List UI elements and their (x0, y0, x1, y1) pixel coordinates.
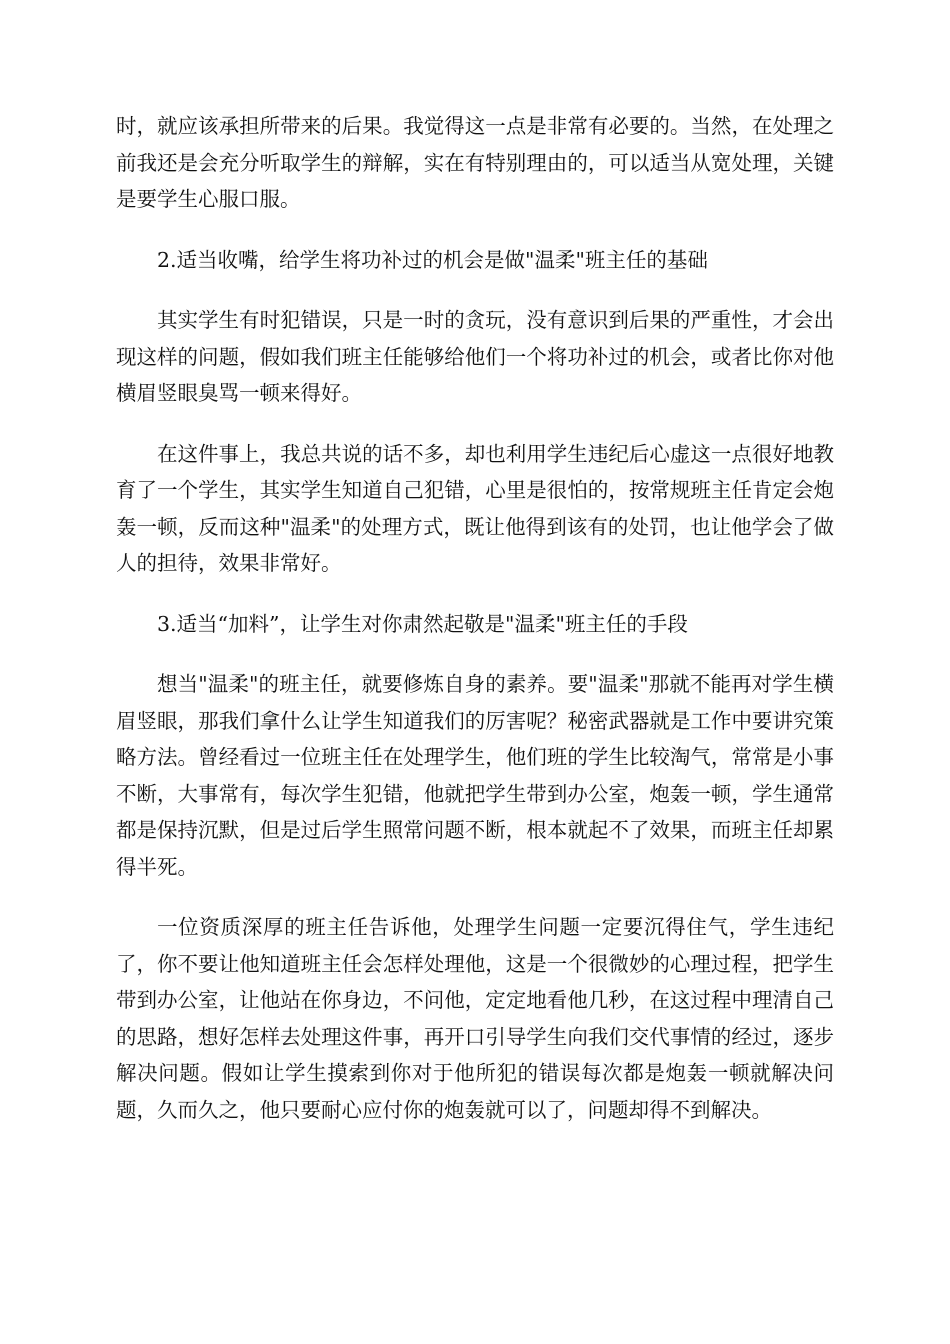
section-heading-3: 3.适当“加料”，让学生对你肃然起敬是"温柔"班主任的手段 (157, 611, 688, 636)
section-heading-2: 2.适当收嘴，给学生将功补过的机会是做"温柔"班主任的基础 (157, 247, 708, 272)
paragraph-gap (116, 582, 834, 606)
paragraph: 想当"温柔"的班主任，就要修炼自身的素养。要"温柔"那就不能再对学生横眉竖眼，那我们拿什么让学生知道我们的厉害呢？秘密武器就是工作中要讲究策略方法。曾经看过一位班主任在处理学生，他们班的学生比较淘气，常常是小事不断，大事常有，每次学生犯错，他就把学生带到办公室，炮轰一顿，学生通常都是保持沉默，但是过后学生照常问题不断，根本就起不了效果，而班主任却累得半死。 (116, 672, 834, 879)
paragraph: 在这件事上，我总共说的话不多，却也利用学生违纪后心虚这一点很好地教育了一个学生，其实学生知道自己犯错，心里是很怕的，按常规班主任肯定会炮轰一顿，反而这种"温柔"的处理方式，既让他得到该有的处罚，也让他学会了做人的担待，效果非常好。 (116, 441, 834, 575)
paragraph-gap (116, 642, 834, 666)
paragraph: 一位资质深厚的班主任告诉他，处理学生问题一定要沉得住气，学生违纪了，你不要让他知道班主任会怎样处理他，这是一个很微妙的心理过程，把学生带到办公室，让他站在你身边，不问他，定定地看他几秒，在这过程中理清自己的思路，想好怎样去处理这件事，再开口引导学生向我们交代事情的经过，逐步解决问题。假如让学生摸索到你对于他所犯的错误每次都是炮轰一顿就解决问题，久而久之，他只要耐心应付你的炮轰就可以了，问题却得不到解决。 (116, 915, 834, 1122)
paragraph-gap (116, 278, 834, 302)
document-body (116, 108, 834, 1128)
paragraph-gap (116, 218, 834, 242)
paragraph: 其实学生有时犯错误，只是一时的贪玩，没有意识到后果的严重性，才会出现这样的问题，假如我们班主任能够给他们一个将功补过的机会，或者比你对他横眉竖眼臭骂一顿来得好。 (116, 308, 834, 405)
paragraph-continuation: 时，就应该承担所带来的后果。我觉得这一点是非常有必要的。当然，在处理之前我还是会充分听取学生的辩解，实在有特别理由的，可以适当从宽处理，关键是要学生心服口服。 (116, 114, 834, 211)
paragraph-gap (116, 885, 834, 909)
paragraph-gap (116, 412, 834, 436)
